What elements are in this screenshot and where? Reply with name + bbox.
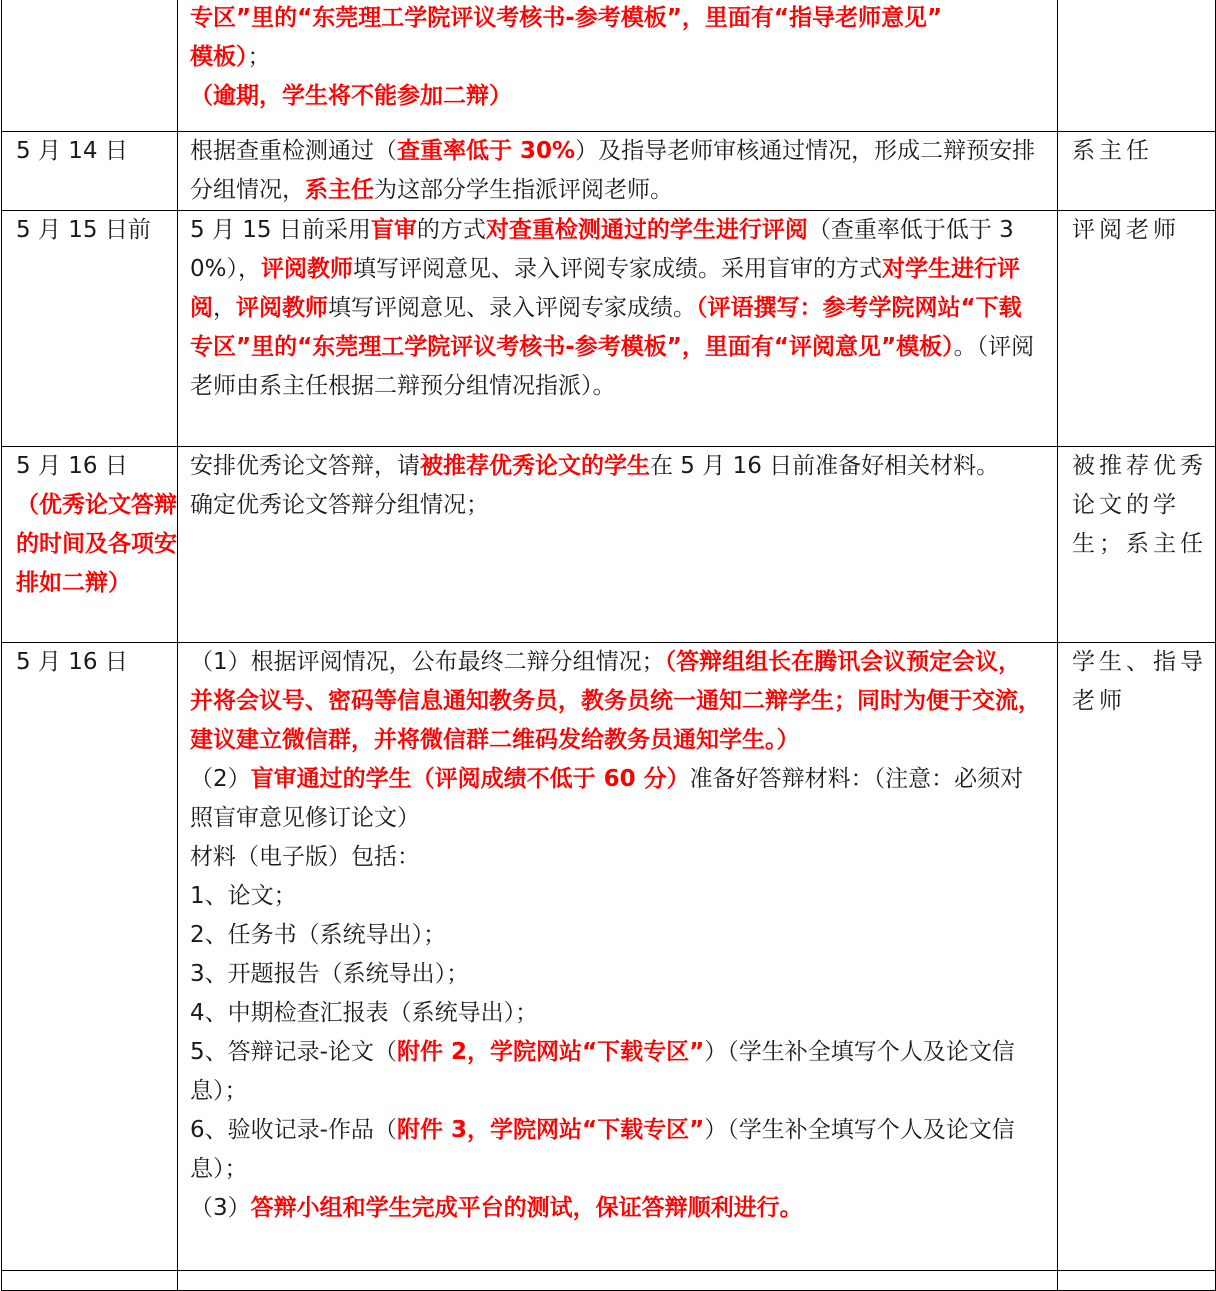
content-paragraph xyxy=(190,77,1043,116)
content-paragraph xyxy=(190,38,1043,77)
body-text: 1、论文； xyxy=(190,883,297,909)
content-paragraph xyxy=(190,1033,1043,1111)
highlighted-text: 查重率低于 30% xyxy=(397,138,576,164)
body-text: 5、答辩记录-论文（ xyxy=(190,1039,397,1065)
body-text: ）（学生补全填写个人及论文信息）； xyxy=(190,1117,1015,1182)
content-paragraph xyxy=(190,211,1043,406)
content-cell xyxy=(178,0,1058,132)
content-paragraph xyxy=(190,760,1043,838)
body-text: （3） xyxy=(190,1195,251,1221)
highlighted-text: 系主任 xyxy=(305,177,374,203)
body-text: 材料（电子版）包括： xyxy=(190,844,420,870)
owner-text: 学生、指导老师 xyxy=(1072,649,1207,714)
schedule-row xyxy=(2,211,1216,447)
date-note: （优秀论文答辩的时间及各项安排如二辩） xyxy=(16,492,177,596)
date-text: 5 月 16 日 xyxy=(16,649,128,675)
highlighted-text: 盲审通过的学生（评阅成绩不低于 60 分） xyxy=(250,766,690,792)
owner-text: 被推荐优秀论文的学生；系主任 xyxy=(1072,453,1207,557)
empty-cell xyxy=(1058,1271,1216,1291)
date-text: 5 月 14 日 xyxy=(16,138,128,164)
body-text: 为这部分学生指派评阅老师。 xyxy=(374,177,673,203)
date-text: 5 月 15 日前 xyxy=(16,217,151,243)
highlighted-text: 对学生进行评阅 xyxy=(190,256,1020,321)
body-text: （1）根据评阅情况，公布最终二辩分组情况； xyxy=(190,649,665,675)
highlighted-text: 模板） xyxy=(190,44,248,70)
content-paragraph xyxy=(190,0,1043,38)
content-paragraph xyxy=(190,643,1043,760)
body-text: ）及指导老师审核通过情况，形成二辩预安排分组情况， xyxy=(190,138,1036,203)
highlighted-text: 专区”里的“东莞理工学院评议考核书-参考模板”，里面有“指导老师意见” xyxy=(190,5,943,31)
content-paragraph xyxy=(190,877,1043,916)
owner-cell xyxy=(1058,0,1216,132)
owner-cell xyxy=(1058,211,1216,447)
content-paragraph xyxy=(190,1189,1043,1228)
content-cell xyxy=(178,643,1058,1271)
owner-cell xyxy=(1058,447,1216,643)
body-text: 确定优秀论文答辩分组情况； xyxy=(190,492,489,518)
body-text: ）（学生补全填写个人及论文信息）； xyxy=(190,1039,1015,1104)
owner-cell xyxy=(1058,643,1216,1271)
body-text: 5 月 15 日前采用 xyxy=(190,217,371,243)
highlighted-text: 盲审 xyxy=(370,217,417,243)
content-cell xyxy=(178,211,1058,447)
date-cell xyxy=(2,132,178,211)
empty-cell xyxy=(2,1271,178,1291)
highlighted-text: 附件 3，学院网站“下载专区” xyxy=(396,1117,705,1143)
body-text: 的方式 xyxy=(416,217,486,243)
content-paragraph xyxy=(190,447,1043,486)
content-paragraph xyxy=(190,994,1043,1033)
body-text: 根据查重检测通过（ xyxy=(190,138,397,164)
body-text: ； xyxy=(247,44,271,70)
body-text: 安排优秀论文答辩，请 xyxy=(190,453,420,479)
content-cell xyxy=(178,132,1058,211)
date-cell xyxy=(2,643,178,1271)
highlighted-text: 被推荐优秀论文的学生 xyxy=(420,453,650,479)
schedule-table xyxy=(1,0,1216,1291)
owner-text: 系主任 xyxy=(1072,138,1153,164)
highlighted-text: 评阅教师 xyxy=(261,256,353,282)
schedule-row xyxy=(2,0,1216,132)
content-paragraph xyxy=(190,916,1043,955)
schedule-row xyxy=(2,132,1216,211)
body-text: 6、验收记录-作品（ xyxy=(190,1117,397,1143)
content-paragraph xyxy=(190,838,1043,877)
highlighted-text: （逾期，学生将不能参加二辩） xyxy=(190,83,512,109)
content-cell xyxy=(178,447,1058,643)
body-text: ， xyxy=(213,295,236,321)
body-text: 2、任务书（系统导出）； xyxy=(190,922,447,948)
highlighted-text: 附件 2，学院网站“下载专区” xyxy=(396,1039,705,1065)
body-text: （查重率低于低于 30%）， xyxy=(190,217,1014,282)
content-paragraph xyxy=(190,132,1043,210)
date-cell xyxy=(2,211,178,447)
body-text: 3、开题报告（系统导出）； xyxy=(190,961,470,987)
owner-text: 评阅老师 xyxy=(1072,217,1180,243)
body-text: 填写评阅意见、录入评阅专家成绩。采用盲审的方式 xyxy=(353,256,882,282)
highlighted-text: （评语撰写：参考学院网站“下载专区”里的“东莞理工学院评议考核书-参考模板”，里面有“评阅意见”模板） xyxy=(190,295,1022,360)
date-text: 5 月 16 日 xyxy=(16,453,128,479)
schedule-row-partial xyxy=(2,1271,1216,1291)
date-cell xyxy=(2,0,178,132)
body-text: 准备好答辩材料：（注意：必须对照盲审意见修订论文） xyxy=(190,766,1024,831)
body-text: 在 5 月 16 日前准备好相关材料。 xyxy=(650,453,1000,479)
highlighted-text: 答辩小组和学生完成平台的测试，保证答辩顺利进行。 xyxy=(250,1195,803,1221)
body-text: 4、中期检查汇报表（系统导出）； xyxy=(190,1000,539,1026)
content-paragraph xyxy=(190,486,1043,525)
body-text: 填写评阅意见、录入评阅专家成绩。 xyxy=(328,295,696,321)
schedule-row xyxy=(2,447,1216,643)
schedule-row xyxy=(2,643,1216,1271)
content-paragraph xyxy=(190,1111,1043,1189)
owner-cell xyxy=(1058,132,1216,211)
highlighted-text: （答辩组组长在腾讯会议预定会议，并将会议号、密码等信息通知教务员，教务员统一通知二辩学生；同时为便于交流，建议建立微信群，并将微信群二维码发给教务员通知学生。） xyxy=(190,649,1041,753)
body-text: 。（评阅老师由系主任根据二辩预分组情况指派）。 xyxy=(190,334,1035,399)
empty-cell xyxy=(178,1271,1058,1291)
highlighted-text: 评阅教师 xyxy=(236,295,328,321)
body-text: （2） xyxy=(190,766,251,792)
content-paragraph xyxy=(190,955,1043,994)
highlighted-text: 对查重检测通过的学生进行评阅 xyxy=(485,217,808,243)
date-cell xyxy=(2,447,178,643)
